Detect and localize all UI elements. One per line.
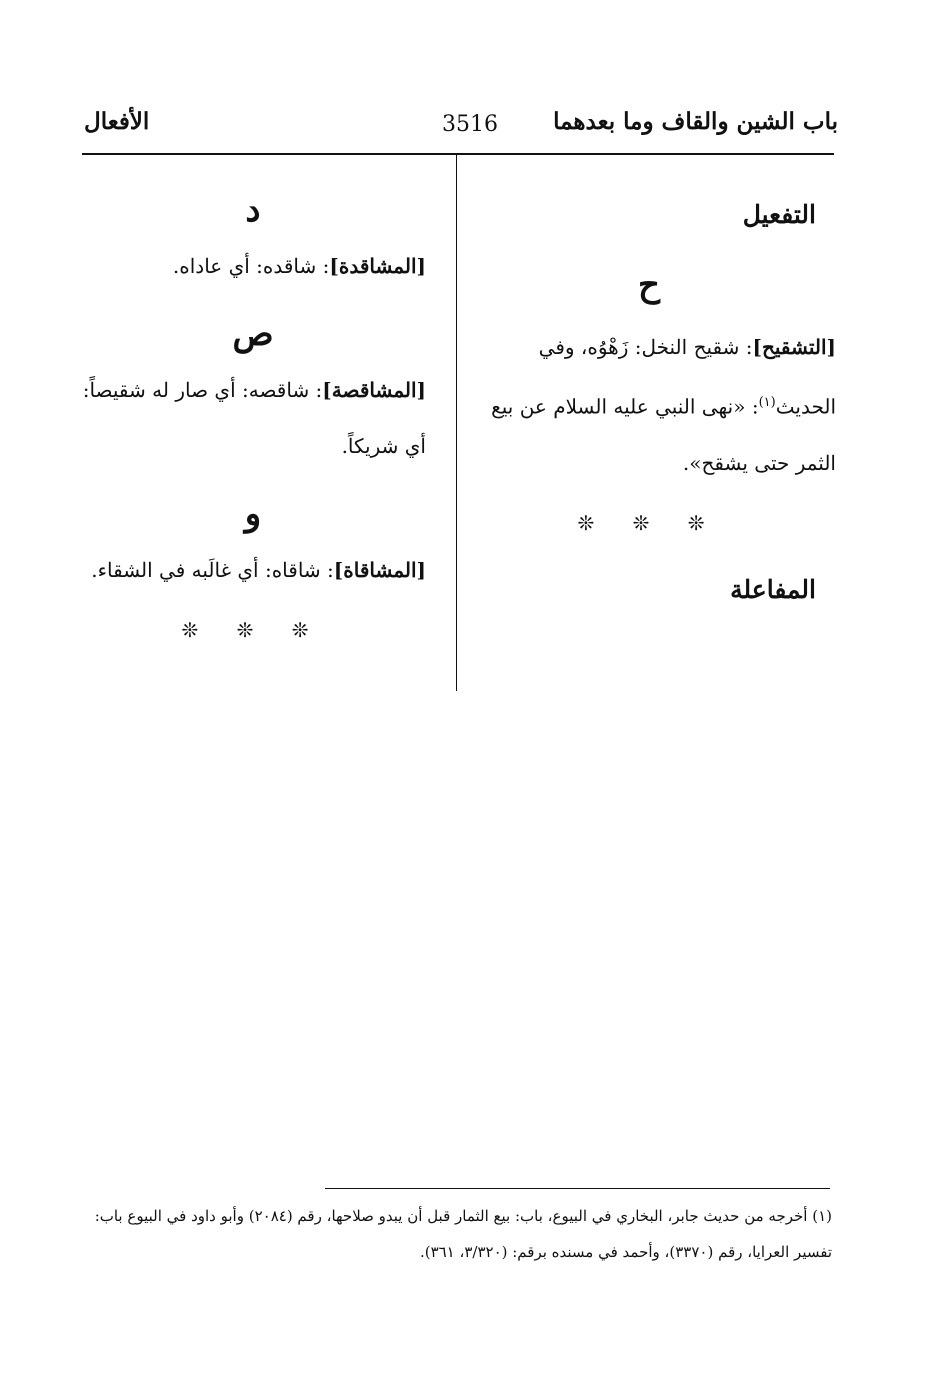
footnote: (١) أخرجه من حديث جابر، البخاري في البيوع، باب: بيع الثمار قبل أن يبدو صلاحها، رقم (٢٠٨٤) وأبو داود في البيوع باب: تفسير العرايا، رقم (٣٣٧٠)، وأحمد في مسنده برقم: (٣/٣٢٠، ٣٦١). bbox=[94, 1207, 832, 1261]
footnote-ref: (١) bbox=[758, 395, 776, 410]
letter-heading-ha: ح bbox=[638, 265, 660, 305]
left-column bbox=[80, 190, 426, 642]
entry-term: [التشقيح] bbox=[752, 335, 836, 359]
entry-term: [المشاقصة] bbox=[322, 378, 426, 402]
letter-heading-dal: د bbox=[245, 190, 261, 230]
entry-text: : شاقده: أي عاداه. bbox=[172, 254, 330, 278]
entry-text: : شاقصه: أي صار له شقيصاً: أي شريكاً. bbox=[82, 378, 426, 458]
entry-term: [المشاقاة] bbox=[333, 558, 426, 582]
section-separator: ❊ ❊ ❊ bbox=[577, 510, 721, 535]
entry-text-continued: : «نهى النبي عليه السلام عن بيع الثمر حتى يشقح». bbox=[491, 394, 836, 475]
section-separator: ❊ ❊ ❊ bbox=[181, 618, 325, 642]
entry-mushaqah bbox=[80, 542, 426, 598]
section-heading-taf-il: التفعيل bbox=[742, 200, 816, 229]
right-column bbox=[462, 190, 836, 604]
header-divider bbox=[82, 153, 834, 155]
entry-text: : شقيح النخل: زَهْوُه، وفي الحديث bbox=[538, 335, 836, 419]
entry-mushaqada bbox=[80, 238, 426, 294]
chapter-title: باب الشين والقاف وما بعدهما bbox=[553, 108, 838, 135]
entry-term: [المشاقدة] bbox=[329, 254, 426, 278]
entry-tashqih bbox=[462, 319, 836, 491]
section-title: الأفعال bbox=[84, 108, 150, 135]
letter-heading-waw: و bbox=[244, 494, 262, 534]
footnote-divider bbox=[325, 1188, 830, 1189]
entry-mushaqasa bbox=[80, 362, 426, 474]
section-heading-mufa-ala: المفاعلة bbox=[730, 574, 816, 604]
letter-heading-sad: ص bbox=[232, 314, 274, 354]
entry-text: : شاقاه: أي غالَبه في الشقاء. bbox=[91, 558, 334, 582]
column-divider bbox=[456, 155, 457, 691]
page-number: 3516 bbox=[442, 112, 498, 137]
